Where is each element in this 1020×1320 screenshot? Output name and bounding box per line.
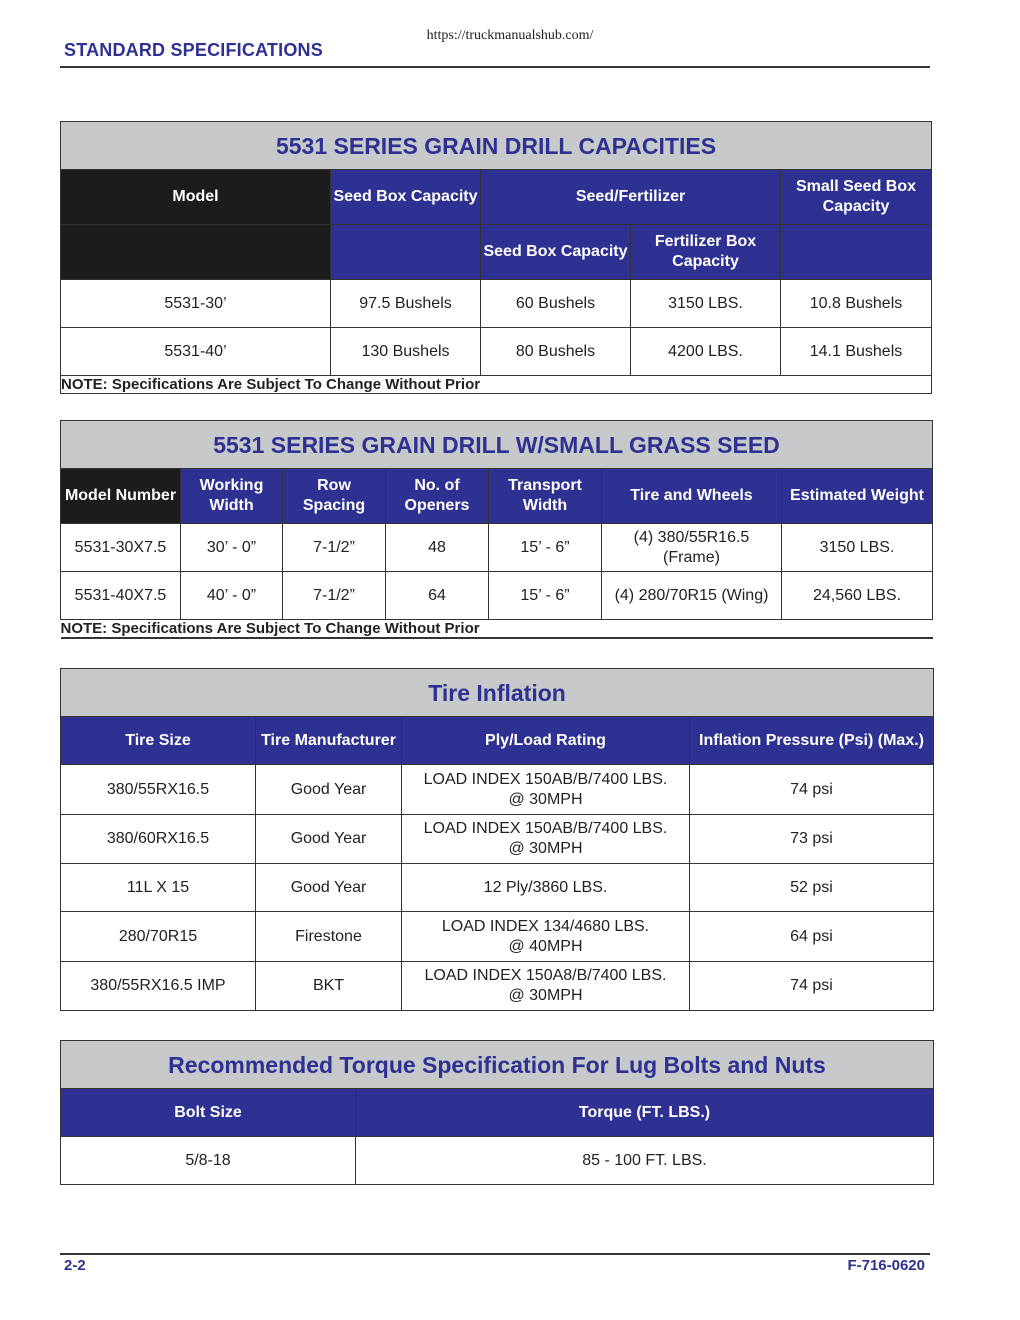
cell: 380/60RX16.5 [61, 815, 256, 864]
subheader-fertilizer-box: Fertilizer Box Capacity [631, 225, 781, 280]
cell: 85 - 100 FT. LBS. [356, 1137, 934, 1185]
header-seed-box: Seed Box Capacity [331, 170, 481, 225]
cell: 64 psi [690, 912, 934, 962]
cell: 74 psi [690, 765, 934, 815]
torque-table [60, 1040, 934, 1185]
cell: 7-1/2” [283, 572, 386, 620]
table-row [61, 1137, 934, 1185]
table-row [61, 815, 934, 864]
table-row [61, 328, 932, 376]
table-row [61, 765, 934, 815]
cell: 15’ - 6” [489, 572, 602, 620]
header-blank-blue-2 [781, 225, 932, 280]
table-row [61, 864, 934, 912]
cell: 5/8-18 [61, 1137, 356, 1185]
cell: 10.8 Bushels [781, 280, 932, 328]
source-url[interactable]: https://truckmanualshub.com/ [426, 28, 594, 43]
cell: 380/55RX16.5 IMP [61, 962, 256, 1011]
grass-seed-table [60, 420, 933, 639]
cell: 52 psi [690, 864, 934, 912]
cell: 5531-30X7.5 [61, 524, 181, 572]
torque-title: Recommended Torque Specification For Lug Bolts and Nuts [61, 1041, 934, 1089]
cell: 74 psi [690, 962, 934, 1011]
cell: 3150 LBS. [631, 280, 781, 328]
header-blank-dark [61, 225, 331, 280]
cell: Firestone [256, 912, 402, 962]
cell: 48 [386, 524, 489, 572]
cell: 24,560 LBS. [782, 572, 933, 620]
table-row [61, 280, 932, 328]
capacities-table [60, 121, 932, 394]
cell: 14.1 Bushels [781, 328, 932, 376]
header-row-spacing: Row Spacing [283, 469, 386, 524]
cell: 40’ - 0” [181, 572, 283, 620]
cell: Good Year [256, 864, 402, 912]
cell: 80 Bushels [481, 328, 631, 376]
cell: 4200 LBS. [631, 328, 781, 376]
tire-inflation-title: Tire Inflation [61, 669, 934, 717]
cell: 5531-40’ [61, 328, 331, 376]
table-row [61, 524, 933, 572]
cell: 12 Ply/3860 LBS. [402, 864, 690, 912]
header-torque: Torque (FT. LBS.) [356, 1089, 934, 1137]
header-no-of-openers: No. of Openers [386, 469, 489, 524]
capacities-note: NOTE: Specifications Are Subject To Change Without Prior [61, 376, 932, 394]
header-tire-size: Tire Size [61, 717, 256, 765]
cell: (4) 380/55R16.5 (Frame) [602, 524, 782, 572]
cell: Good Year [256, 815, 402, 864]
capacities-title: 5531 SERIES GRAIN DRILL CAPACITIES [61, 122, 932, 170]
table-row [61, 912, 934, 962]
header-transport-width: Transport Width [489, 469, 602, 524]
cell: 73 psi [690, 815, 934, 864]
cell: 5531-40X7.5 [61, 572, 181, 620]
cell: BKT [256, 962, 402, 1011]
header-estimated-weight: Estimated Weight [782, 469, 933, 524]
grass-seed-title: 5531 SERIES GRAIN DRILL W/SMALL GRASS SEED [61, 421, 933, 469]
cell: 30’ - 0” [181, 524, 283, 572]
cell: 130 Bushels [331, 328, 481, 376]
document-number: F-716-0620 [847, 1257, 925, 1274]
cell: 7-1/2” [283, 524, 386, 572]
header-bolt-size: Bolt Size [61, 1089, 356, 1137]
header-rule [60, 66, 930, 68]
tire-inflation-table [60, 668, 934, 1011]
cell: LOAD INDEX 150AB/B/7400 LBS. @ 30MPH [402, 765, 690, 815]
header-working-width: Working Width [181, 469, 283, 524]
cell: LOAD INDEX 150AB/B/7400 LBS. @ 30MPH [402, 815, 690, 864]
footer-rule [60, 1253, 930, 1255]
cell: LOAD INDEX 134/4680 LBS. @ 40MPH [402, 912, 690, 962]
cell: 11L X 15 [61, 864, 256, 912]
header-small-seed-box: Small Seed Box Capacity [781, 170, 932, 225]
cell: 15’ - 6” [489, 524, 602, 572]
table-row [61, 962, 934, 1011]
header-tire-manufacturer: Tire Manufacturer [256, 717, 402, 765]
cell: Good Year [256, 765, 402, 815]
cell: 280/70R15 [61, 912, 256, 962]
header-tire-and-wheels: Tire and Wheels [602, 469, 782, 524]
grass-seed-note: NOTE: Specifications Are Subject To Change Without Prior [61, 620, 933, 639]
cell: 64 [386, 572, 489, 620]
header-seed-fertilizer: Seed/Fertilizer [481, 170, 781, 225]
header-blank-blue [331, 225, 481, 280]
cell: 380/55RX16.5 [61, 765, 256, 815]
cell: LOAD INDEX 150A8/B/7400 LBS. @ 30MPH [402, 962, 690, 1011]
cell: 60 Bushels [481, 280, 631, 328]
subheader-seed-box: Seed Box Capacity [481, 225, 631, 280]
section-title: STANDARD SPECIFICATIONS [64, 40, 323, 60]
header-ply-load-rating: Ply/Load Rating [402, 717, 690, 765]
cell: (4) 280/70R15 (Wing) [602, 572, 782, 620]
header-model-number: Model Number [61, 469, 181, 524]
cell: 3150 LBS. [782, 524, 933, 572]
header-inflation-pressure: Inflation Pressure (Psi) (Max.) [690, 717, 934, 765]
table-row [61, 572, 933, 620]
cell: 97.5 Bushels [331, 280, 481, 328]
cell: 5531-30’ [61, 280, 331, 328]
page-number: 2-2 [64, 1257, 86, 1274]
header-model: Model [61, 170, 331, 225]
